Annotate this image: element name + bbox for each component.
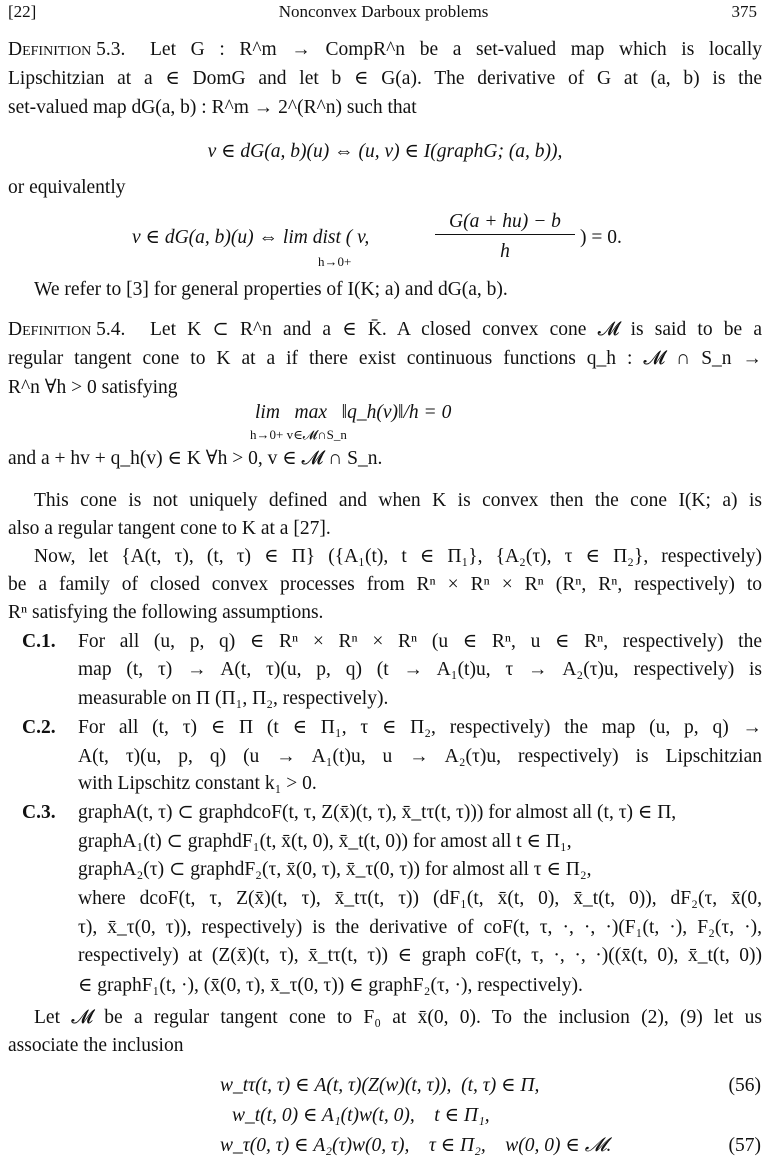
- assumption-text: graphA(t, τ) ⊂ graphdcoF(t, τ, Z(x̄)(t, τ), x̄_tτ(t, τ))) for almost all (t, τ) ∈ Π,: [78, 802, 677, 823]
- paragraph-text: be a family of closed convex processes from Rⁿ × Rⁿ × Rⁿ (Rⁿ, Rⁿ, respectively) to: [8, 574, 762, 595]
- assumption-text: graphA₂(τ) ⊂ graphdF₂(τ, x̄(0, τ), x̄_τ(0, τ)) for almost all τ ∈ Π₂,: [78, 859, 592, 880]
- assumption-text: measurable on Π (Π₁, Π₂, respectively).: [78, 688, 389, 709]
- paragraph-text: Let 𝓜 be a regular tangent cone to F₀ at x̄(0, 0). To the inclusion (2), (9) let us: [34, 1007, 762, 1028]
- equation-number: (56): [728, 1075, 761, 1096]
- definition-label: Definition 5.3.: [8, 39, 126, 60]
- section-number: [22]: [8, 2, 37, 21]
- assumption-text: graphA₁(t) ⊂ graphdF₁(t, x̄(t, 0), x̄_t(t, 0)) for amost all t ∈ Π₁,: [78, 831, 572, 852]
- equation-subscript: h→0+: [318, 254, 352, 269]
- assumption-text: For all (u, p, q) ∈ Rⁿ × Rⁿ × Rⁿ (u ∈ Rⁿ, u ∈ Rⁿ, respectively) the: [78, 631, 762, 652]
- definition-text: Let G : R^m → CompR^n be a set-valued map which is locally: [150, 39, 762, 60]
- equation-subscript: h→0+ v∈𝓜∩S_n: [250, 427, 347, 442]
- assumption-label: C.2.: [22, 717, 56, 738]
- assumption-label: C.3.: [22, 802, 56, 823]
- definition-text: Let K ⊂ R^n and a ∈ K̄. A closed convex cone 𝓜 is said to be a: [150, 319, 762, 340]
- display-equation: lim max ‖q_h(v)‖/h = 0: [255, 402, 452, 423]
- assumption-text: map (t, τ) → A(t, τ)(u, p, q) (t → A₁(t)u, τ → A₂(τ)u, respectively) is: [78, 659, 762, 680]
- paragraph-text: This cone is not uniquely defined and when K is convex then the cone I(K; a) is: [34, 490, 762, 511]
- fraction-numerator: G(a + hu) − b: [435, 210, 575, 235]
- assumption-text: For all (t, τ) ∈ Π (t ∈ Π₁, τ ∈ Π₂, respectively) the map (u, p, q) →: [78, 717, 762, 738]
- definition-text: Lipschitzian at a ∈ DomG and let b ∈ G(a). The derivative of G at (a, b) is the: [8, 68, 762, 89]
- assumption-text: with Lipschitz constant k₁ > 0.: [78, 773, 317, 794]
- paragraph-text: Now, let {A(t, τ), (t, τ) ∈ Π} ({A₁(t), t ∈ Π₁}, {A₂(τ), τ ∈ Π₂}, respectively): [34, 546, 762, 567]
- paragraph-text: also a regular tangent cone to K at a [27].: [8, 518, 331, 539]
- paragraph-text: associate the inclusion: [8, 1035, 184, 1056]
- display-equation: v ∈ dG(a, b)(u) ⇔ lim dist ( v,: [132, 227, 370, 248]
- assumption-text: where dcoF(t, τ, Z(x̄)(t, τ), x̄_tτ(t, τ)) (dF₁(t, x̄(t, 0), x̄_t(t, 0)), dF₂(τ, x̄(0,: [78, 888, 762, 909]
- equation-number: (57): [728, 1135, 761, 1156]
- paragraph-text: and a + hv + q_h(v) ∈ K ∀h > 0, v ∈ 𝓜 ∩ S_n.: [8, 448, 383, 469]
- inclusion-equation: w_t(t, 0) ∈ A₁(t)w(t, 0), t ∈ Π₁,: [232, 1105, 490, 1126]
- paragraph-text: Rⁿ satisfying the following assumptions.: [8, 602, 324, 623]
- fraction-denominator: h: [500, 241, 510, 262]
- assumption-text: τ), x̄_τ(0, τ)), respectively) is the derivative of coF(t, τ, ·, ·, ·)(F₁(t, ·), F₂(τ, ·),: [78, 917, 762, 938]
- definition-label: Definition 5.4.: [8, 319, 126, 340]
- inclusion-equation: w_tτ(t, τ) ∈ A(t, τ)(Z(w)(t, τ)), (t, τ) ∈ Π,: [220, 1075, 540, 1096]
- assumption-text: respectively) at (Z(x̄)(t, τ), x̄_tτ(t, τ)) ∈ graph coF(t, τ, ·, ·, ·)((x̄(t, 0), x̄_t(t, 0)): [78, 945, 762, 966]
- paragraph-text: or equivalently: [8, 177, 126, 198]
- definition-text: set-valued map dG(a, b) : R^m → 2^(R^n) such that: [8, 97, 417, 118]
- definition-text: regular tangent cone to K at a if there exist continuous functions q_h : 𝓜 ∩ S_n →: [8, 348, 762, 369]
- paragraph-text: We refer to [3] for general properties of I(K; a) and dG(a, b).: [34, 279, 508, 300]
- display-equation: v ∈ dG(a, b)(u) ⇔ (u, v) ∈ I(graphG; (a, b)),: [207, 141, 563, 162]
- inclusion-equation: w_τ(0, τ) ∈ A₂(τ)w(0, τ), τ ∈ Π₂, w(0, 0) ∈ 𝓜.: [220, 1135, 612, 1156]
- display-equation: ) = 0.: [580, 227, 622, 248]
- page-number: 375: [731, 2, 757, 21]
- running-title: Nonconvex Darboux problems: [278, 2, 489, 21]
- assumption-text: ∈ graphF₁(t, ·), (x̄(0, τ), x̄_τ(0, τ)) ∈ graphF₂(τ, ·), respectively).: [78, 975, 583, 996]
- definition-text: R^n ∀h > 0 satisfying: [8, 377, 178, 398]
- assumption-label: C.1.: [22, 631, 56, 652]
- assumption-text: A(t, τ)(u, p, q) (u → A₁(t)u, u → A₂(τ)u, respectively) is Lipschitzian: [78, 746, 762, 767]
